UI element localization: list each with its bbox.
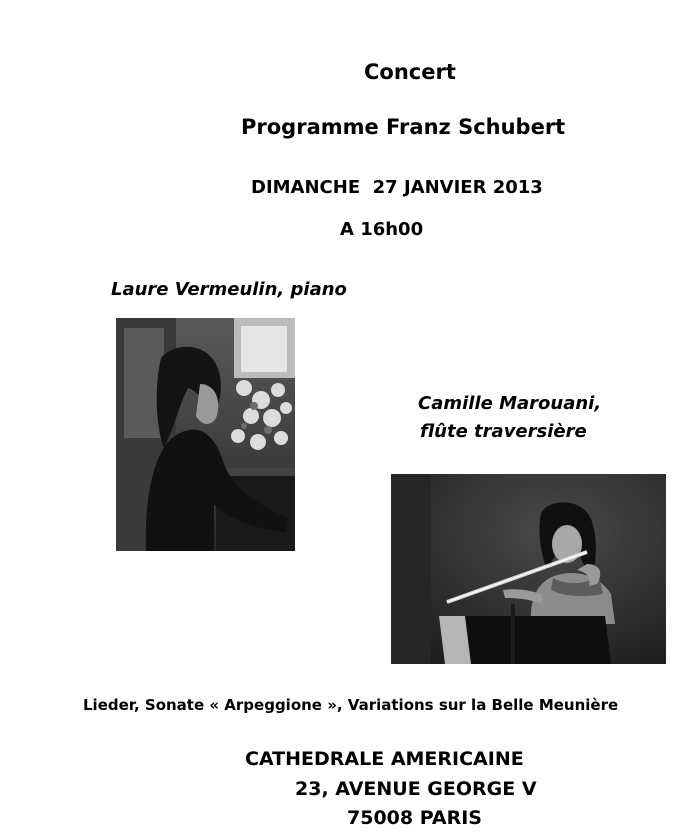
flutist-credit-line2: flûte traversière	[420, 421, 587, 442]
concert-time: A 16h00	[340, 219, 424, 240]
flutist-credit-line1: Camille Marouani,	[418, 393, 602, 414]
programme-title: Programme Franz Schubert	[241, 115, 566, 139]
pianist-credit: Laure Vermeulin, piano	[111, 279, 347, 300]
concert-title: Concert	[364, 60, 456, 84]
flutist-photo	[391, 474, 666, 664]
venue-name: CATHEDRALE AMERICAINE	[245, 748, 524, 770]
venue-city: 75008 PARIS	[347, 807, 482, 829]
pianist-photo	[116, 318, 295, 551]
program-details: Lieder, Sonate « Arpeggione », Variations sur la Belle Meunière	[83, 696, 619, 714]
concert-date: DIMANCHE 27 JANVIER 2013	[251, 177, 543, 198]
venue-street: 23, AVENUE GEORGE V	[295, 778, 537, 800]
